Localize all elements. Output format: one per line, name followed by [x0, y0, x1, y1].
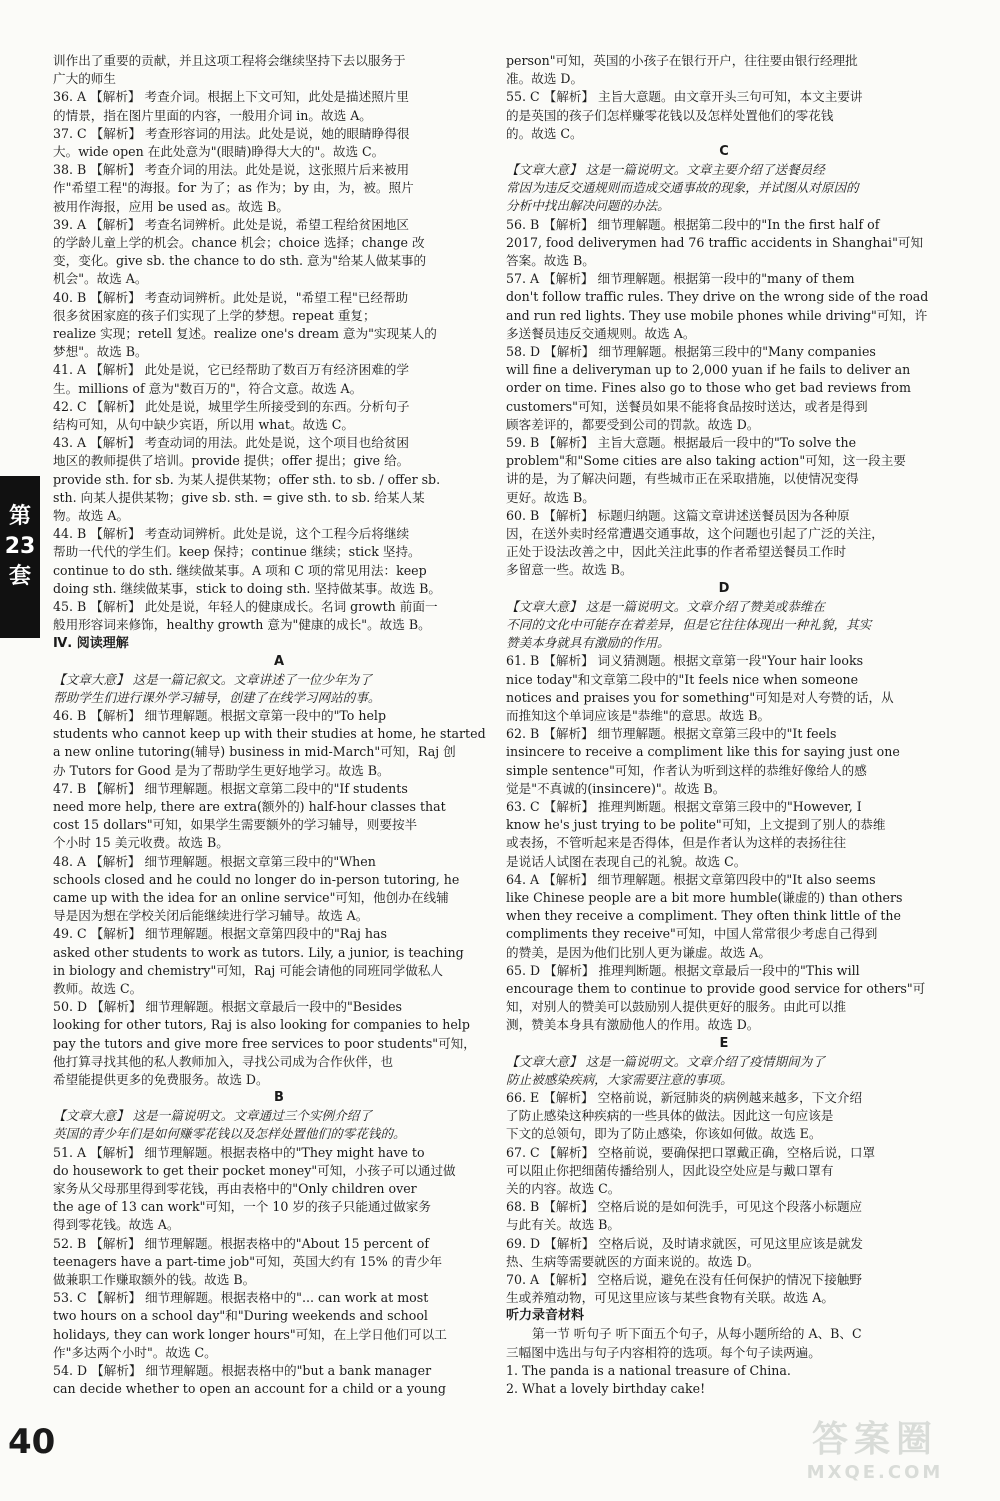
text-line: 40. B 【解析】 考查动词辨析。此处是说，"希望工程"已经帮助 — [53, 289, 409, 305]
text-line: person"可知，英国的小孩子在银行开户，往往要由银行经理批 — [506, 53, 858, 68]
text-line: need more help, there are extra(额外的) half-hour classes that — [53, 798, 446, 814]
watermark-logo — [780, 1418, 970, 1496]
text-line: 作"多达两个小时"。故选 C。 — [53, 1344, 217, 1360]
text-line: simple sentence"可知，作者认为听到这样的恭维好像给人的感 — [506, 762, 867, 778]
text-line: 更好。故选 B。 — [506, 489, 595, 505]
text-line: 的赞美，是因为他们比别人更为谦虚。故选 A。 — [506, 944, 771, 960]
text-line: teenagers have a part-time job"可知，英国大约有 15% 的青少年 — [53, 1253, 443, 1269]
text-line: 46. B 【解析】 细节理解题。根据文章第一段中的"To help — [53, 707, 387, 723]
article-summary-line: 常因为违反交通规则而造成交通事故的现象，并试图从对原因的 — [506, 180, 859, 196]
text-line: order on time. Fines also go to those who get bad reviews from — [506, 380, 911, 396]
article-summary-line: 不同的文化中可能存在着差异，但是它往往体现出一种礼貌，其实 — [506, 616, 872, 632]
text-line: 41. A 【解析】 此处是说，它已经帮助了数百万有经济困难的学 — [53, 362, 409, 378]
text-line: 广大的师生 — [53, 71, 116, 87]
text-line: 64. A 【解析】 细节理解题。根据文章第四段中的"It also seems — [506, 871, 876, 887]
text-line: two hours on a school day"和"During weekends and school — [53, 1308, 428, 1324]
text-line: 58. D 【解析】 细节理解题。根据第三段中的"Many companies — [506, 344, 876, 360]
text-line: 讲的是，为了解决问题，有些城市正在采取措施，以使情况变得 — [506, 471, 859, 487]
text-line: 做兼职工作赚取额外的钱。故选 B。 — [53, 1272, 256, 1287]
text-line: in biology and chemistry"可知，Raj 可能会请他的同班同学做私人 — [53, 962, 444, 978]
section-title: Ⅳ. 阅读理解 — [53, 635, 129, 651]
section-title: 听力录音材料 — [506, 1308, 585, 1324]
article-summary-line: 赞美本身就具有激励的作用。 — [506, 635, 670, 651]
text-line: 关的内容。故选 C。 — [506, 1180, 621, 1196]
text-line: 的是英国的孩子们怎样赚零花钱以及怎样处置他们的零花钱 — [506, 107, 834, 123]
text-line: 顾客差评的，都要受到公司的罚款。故选 D。 — [506, 416, 760, 432]
text-line: compliments they receive"可知，中国人常常很少考虑自己得到 — [506, 926, 878, 942]
text-line: came up with the idea for an online service"可知，他创办在线辅 — [53, 889, 449, 905]
text-line: the age of 13 can work"可知，一个 10 岁的孩子只能通过做家务 — [53, 1199, 431, 1215]
article-summary-line: 分析中找出解决问题的办法。 — [506, 198, 670, 214]
text-line: 36. A 【解析】 考查介词。根据上下文可知，此处是描述照片里 — [53, 89, 409, 105]
text-line: 觉是"不真诚的(insincere)"。故选 B。 — [506, 780, 726, 796]
passage-heading: B — [274, 1090, 284, 1106]
text-line: 得到零花钱。故选 A。 — [53, 1217, 180, 1233]
text-line: can decide whether to open an account for a child or a young — [53, 1381, 446, 1397]
text-line: students who cannot keep up with their studies at home, he started — [53, 726, 486, 742]
text-line: 53. C 【解析】 细节理解题。根据表格中的"... can work at most — [53, 1290, 429, 1306]
text-line: 机会"。故选 A。 — [53, 271, 148, 287]
text-line: insincere to receive a compliment like this for saying just one — [506, 744, 900, 760]
text-line: 般用形容词来修饰，healthy growth 意为"健康的成长"。故选 B。 — [53, 617, 431, 633]
passage-heading: D — [718, 580, 730, 596]
text-line: 69. D 【解析】 空格后说，及时请求就医，可见这里应该是就发 — [506, 1235, 863, 1251]
text-line: 50. D 【解析】 细节理解题。根据文章最后一段中的"Besides — [53, 999, 402, 1015]
article-summary-line: 【文章大意】 这是一篇说明文。文章主要介绍了送餐员经 — [506, 162, 825, 178]
text-line: 梦想"。故选 B。 — [53, 344, 148, 360]
text-line: know he's just trying to be polite"可知，上文提到了别人的恭维 — [506, 817, 886, 833]
text-line: problem"和"Some cities are also taking action"可知，这一段主要 — [506, 453, 906, 469]
text-line: 与此有关。故选 B。 — [506, 1217, 621, 1233]
text-line: 57. A 【解析】 细节理解题。根据第一段中的"many of them — [506, 271, 855, 287]
text-line: asked other students to work as tutors. Lily, a junior, is teaching — [53, 944, 464, 960]
text-line: 大。wide open 在此处意为"(眼睛)睁得大大的"。故选 C。 — [53, 144, 385, 160]
text-line: 43. A 【解析】 考查动词的用法。此处是说，这个项目也给贫困 — [53, 435, 409, 451]
text-line: notices and praises you for something"可知是对人夸赞的话，从 — [506, 689, 894, 705]
text-line: 47. B 【解析】 细节理解题。根据文章第二段中的"If students — [53, 780, 408, 796]
text-line: doing sth. 继续做某事，stick to doing sth. 坚持做某事。故选 B。 — [53, 580, 442, 596]
side-tab: 第23套 — [0, 476, 40, 638]
text-line: 42. C 【解析】 此处是说，城里学生所接受到的东西。分析句子 — [53, 398, 410, 414]
text-line: 三幅图中选出与句子内容相符的选项。每个句子读两遍。 — [506, 1344, 821, 1360]
text-line: 答案。故选 B。 — [506, 253, 595, 269]
text-line: 62. B 【解析】 细节理解题。根据文章第三段中的"It feels — [506, 726, 837, 742]
text-line: 60. B 【解析】 标题归纳题。这篇文章讲述送餐员因为各种原 — [506, 507, 850, 523]
watermark-bottom: MXQE.COM — [806, 1462, 944, 1483]
text-line: 54. D 【解析】 细节理解题。根据表格中的"but a bank manager — [53, 1363, 432, 1379]
text-line: 51. A 【解析】 细节理解题。根据表格中的"They might have to — [53, 1144, 425, 1160]
text-line: realize 实现；retell 复述。realize one's dream 意为"实现某人的 — [53, 326, 437, 342]
text-line: pay the tutors and give more free services to poor students"可知， — [53, 1035, 476, 1051]
text-line: 帮助一代代的学生们。keep 保持；continue 继续；stick 坚持。 — [53, 544, 421, 560]
text-line: 49. C 【解析】 细节理解题。根据文章第四段中的"Raj has — [53, 926, 388, 942]
text-line: 39. A 【解析】 考查名词辨析。此处是说，希望工程给贫困地区 — [53, 216, 409, 232]
text-line: 希望能提供更多的免费服务。故选 D。 — [53, 1071, 269, 1087]
text-line: 而推知这个单词应该是"恭维"的意思。故选 B。 — [506, 707, 771, 723]
text-line: 了防止感染这种疾病的一些具体的做法。因此这一句应该是 — [506, 1108, 834, 1124]
text-line: 被用作海报，应用 be used as。故选 B。 — [53, 198, 289, 214]
text-line: 52. B 【解析】 细节理解题。根据表格中的"About 15 percent of — [53, 1235, 429, 1251]
text-line: when they receive a compliment. They often think little of the — [506, 908, 901, 924]
text-line: 地区的教师提供了培训。provide 提供；offer 提出；give 给。 — [53, 453, 410, 469]
text-line: like Chinese people are a bit more humble(谦虚的) than others — [506, 889, 903, 905]
passage-heading: A — [273, 653, 285, 669]
text-line: 的。故选 C。 — [506, 125, 583, 141]
article-summary-line: 英国的青少年们是如何赚零花钱以及怎样处置他们的零花钱的。 — [53, 1126, 406, 1142]
text-line: 是说话人试图在表现自己的礼貌。故选 C。 — [506, 853, 747, 869]
article-summary-line: 【文章大意】 这是一篇说明文。文章通过三个实例介绍了 — [53, 1108, 372, 1124]
article-summary-line: 【文章大意】 这是一篇记叙文。文章讲述了一位少年为了 — [53, 671, 372, 687]
text-line: 多留意一些。故选 B。 — [506, 562, 633, 578]
text-line: 结构可知，从句中缺少宾语，所以用 what。故选 C。 — [53, 417, 354, 433]
text-line: 65. D 【解析】 推理判断题。根据文章最后一段中的"This will — [506, 962, 860, 978]
text-line: 70. A 【解析】 空格后说，避免在没有任何保护的情况下接触野 — [506, 1272, 862, 1287]
text-line: 物。故选 A。 — [53, 508, 130, 524]
text-line: nice today"和文章第二段中的"It feels nice when someone — [506, 671, 859, 687]
text-line: 56. B 【解析】 细节理解题。根据第二段中的"In the first half of — [506, 216, 880, 232]
text-line: 生或养殖动物，可见这里应该与某些食物有关联。故选 A。 — [506, 1290, 834, 1306]
text-line: 知，对别人的赞美可以鼓励别人提供更好的服务。由此可以推 — [506, 999, 847, 1015]
text-line: 63. C 【解析】 推理判断题。根据文章第三段中的"However, I — [506, 798, 862, 814]
text-line: 生。millions of 意为"数百万的"，符合文意。故选 A。 — [53, 380, 363, 396]
text-line: 多送餐员违反交通规则。故选 A。 — [506, 325, 696, 341]
article-summary-line: 防止被感染疾病，大家需要注意的事项。 — [506, 1071, 733, 1087]
text-line: 他打算寻找其他的私人教师加入，寻找公司成为合作伙伴，也 — [53, 1053, 394, 1069]
text-line: looking for other tutors, Raj is also looking for companies to help — [53, 1017, 470, 1033]
text-line: 59. B 【解析】 主旨大意题。根据最后一段中的"To solve the — [506, 435, 857, 451]
text-line: 导是因为想在学校关闭后能继续进行学习辅导。故选 A。 — [53, 908, 369, 924]
text-line: cost 15 dollars"可知，如果学生需要额外的学习辅导，则要按半 — [53, 817, 418, 833]
text-line: 可以阻止你把细菌传播给别人，因此设空处应是与戴口罩有 — [506, 1162, 834, 1178]
article-summary-line: 【文章大意】 这是一篇说明文。文章介绍了赞美或恭维在 — [506, 598, 825, 614]
left-column — [53, 52, 505, 1398]
passage-heading: E — [719, 1035, 729, 1051]
text-line: do housework to get their pocket money"可知，小孩子可以通过做 — [53, 1162, 456, 1178]
text-line: don't follow traffic rules. They drive on the wrong side of the road — [506, 289, 929, 305]
text-line: continue to do sth. 继续做某事。A 项和 C 项的常见用法：keep — [53, 562, 427, 578]
text-line: 的学龄儿童上学的机会。chance 机会；choice 选择；change 改 — [53, 235, 425, 251]
text-line: 48. A 【解析】 细节理解题。根据文章第三段中的"When — [53, 853, 376, 869]
text-line: 个小时 15 美元收费。故选 B。 — [53, 835, 229, 851]
text-line: 热、生病等需要就医的方面来说的。故选 D。 — [506, 1253, 760, 1269]
text-line: 变，变化。give sb. the chance to do sth. 意为"给某人做某事的 — [53, 253, 427, 269]
text-line: 37. C 【解析】 考查形容词的用法。此处是说，她的眼睛睁得很 — [53, 125, 410, 141]
text-line: 2017, food deliverymen had 76 traffic accidents in Shanghai"可知 — [506, 234, 924, 250]
text-line: 或表扬，不管听起来是否得体，但是作者认为这样的表扬往往 — [506, 835, 847, 851]
text-line: 44. B 【解析】 考查动词辨析。此处是说，这个工程今后将继续 — [53, 526, 410, 542]
text-line: 训作出了重要的贡献，并且这项工程将会继续坚持下去以服务于 — [53, 53, 406, 68]
text-line: 测，赞美本身具有激励他人的作用。故选 D。 — [506, 1017, 760, 1033]
text-line: provide sth. for sb. 为某人提供某物；offer sth. to sb. / offer sb. — [53, 471, 441, 487]
text-line: 办 Tutors for Good 是为了帮助学生更好地学习。故选 B。 — [53, 762, 390, 778]
text-line: 下文的总领句，即为了防止感染，你该如何做。故选 E。 — [506, 1126, 822, 1142]
page-number: 40 — [8, 1422, 56, 1462]
text-line: a new online tutoring(辅导) business in mid-March"可知，Raj 创 — [53, 744, 456, 760]
article-summary-line: 帮助学生们进行课外学习辅导，创建了在线学习网站的事。 — [53, 689, 381, 705]
text-line: and run red lights. They use mobile phones while driving"可知，许 — [506, 307, 928, 323]
text-line: 66. E 【解析】 空格前说，新冠肺炎的病例越来越多，下文介绍 — [506, 1089, 863, 1105]
text-line: 作"希望工程"的海报。for 为了；as 作为；by 由，为，被。照片 — [53, 180, 414, 196]
text-line: 第一节 听句子 听下面五个句子，从每小题所给的 A、B、C — [532, 1326, 862, 1342]
text-line: 教师。故选 C。 — [53, 980, 143, 996]
text-line: 1. The panda is a national treasure of China. — [506, 1362, 791, 1378]
passage-heading: C — [719, 144, 729, 160]
text-line: 38. B 【解析】 考查介词的用法。此处是说，这张照片后来被用 — [53, 162, 410, 178]
watermark-top: 答案圈 — [811, 1419, 938, 1460]
text-line: 68. B 【解析】 空格后说的是如何洗手，可见这个段落小标题应 — [506, 1199, 863, 1215]
text-line: holidays, they can work longer hours"可知，在上学日他们可以工 — [53, 1326, 447, 1342]
text-line: 因，在送外卖时经常遭遇交通事故，这个问题也引起了广泛的关注， — [506, 526, 884, 542]
text-line: schools closed and he could no longer do in-person tutoring, he — [53, 871, 460, 887]
text-line: sth. 向某人提供某物；give sb. sth. = give sth. to sb. 给某人某 — [53, 489, 425, 505]
text-line: 正处于设法改善之中，因此关注此事的作者希望送餐员工作时 — [506, 544, 847, 560]
text-line: will fine a deliveryman up to 2,000 yuan if he fails to deliver an — [506, 362, 911, 378]
text-line: 2. What a lovely birthday cake! — [506, 1381, 706, 1397]
text-line: 准。故选 D。 — [506, 71, 584, 87]
text-line: 很多贫困家庭的孩子们实现了上学的梦想。repeat 重复； — [53, 307, 376, 323]
article-summary-line: 【文章大意】 这是一篇说明文。文章介绍了疫情期间为了 — [506, 1053, 825, 1069]
text-line: 家务从父母那里得到零花钱，再由表格中的"Only children over — [53, 1180, 417, 1196]
text-line: customers"可知，送餐员如果不能将食品按时送达，或者是得到 — [506, 398, 868, 414]
text-line: 55. C 【解析】 主旨大意题。由文章开头三句可知，本文主要讲 — [506, 89, 863, 105]
text-line: 的情景，指在图片里面的内容，一般用介词 in。故选 A。 — [53, 107, 372, 123]
text-line: 45. B 【解析】 此处是说，年轻人的健康成长。名词 growth 前面一 — [53, 599, 438, 615]
text-line: 67. C 【解析】 空格前说，要确保把口罩戴正确，空格后说，口罩 — [506, 1144, 876, 1160]
text-line: 61. B 【解析】 词义猜测题。根据文章第一段"Your hair looks — [506, 653, 864, 669]
text-line: encourage them to continue to provide good service for others"可 — [506, 980, 926, 996]
right-column — [506, 52, 942, 1398]
